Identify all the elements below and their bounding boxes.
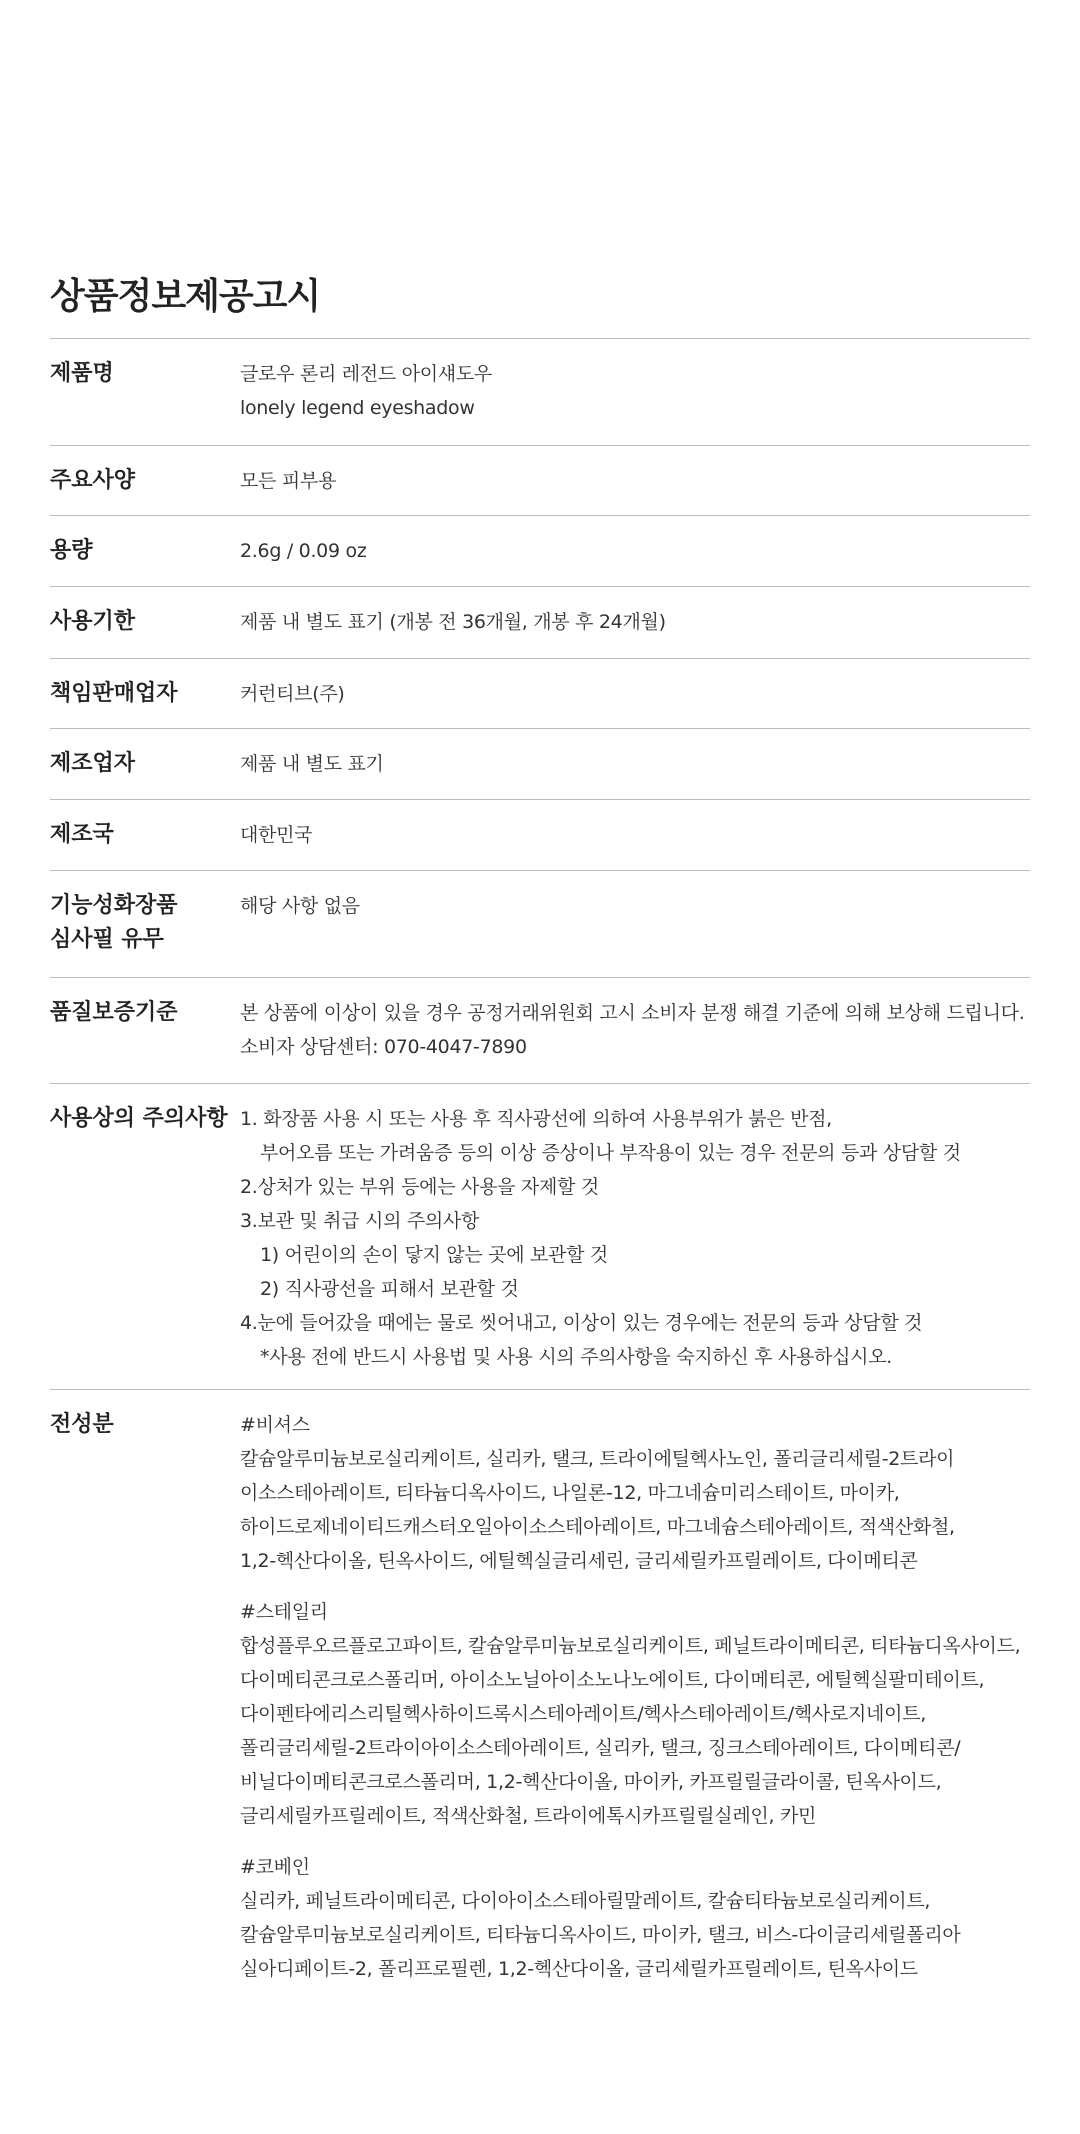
row-value <box>240 996 1030 1064</box>
product-info-table <box>50 338 1030 1989</box>
row-label <box>50 889 235 957</box>
row-label: 전성분 <box>50 1412 114 1437</box>
ingredient-line: 칼슘알루미늄보로실리케이트, 티타늄디옥사이드, 마이카, 탤크, 비스-다이글리세릴폴리아 <box>240 1924 961 1946</box>
ingredient-line: 하이드로제네이티드캐스터오일아이소스테아레이트, 마그네슘스테아레이트, 적색산화철, <box>240 1516 955 1538</box>
row-label: 품질보증기준 <box>50 1000 178 1025</box>
caution-line: 4.눈에 들어갔을 때에는 물로 씻어내고, 이상이 있는 경우에는 전문의 등과 상담할 것 <box>240 1312 923 1334</box>
ingredient-line: 1,2-헥산다이올, 틴옥사이드, 에틸헥실글리세린, 글리세릴카프릴레이트, 다이메티콘 <box>240 1550 918 1572</box>
row-value: 해당 사항 없음 <box>240 895 360 917</box>
label-line: 심사필 유무 <box>50 927 164 952</box>
value-line: 소비자 상담센터: 070-4047-7890 <box>240 1036 527 1058</box>
row-seller <box>50 658 1030 728</box>
row-value: 제품 내 별도 표기 (개봉 전 36개월, 개봉 후 24개월) <box>240 611 666 633</box>
caution-line: *사용 전에 반드시 사용법 및 사용 시의 주의사항을 숙지하신 후 사용하십시오. <box>260 1346 893 1368</box>
row-value: 커런티브(주) <box>240 683 345 705</box>
row-label: 용량 <box>50 538 93 563</box>
ingredient-line: 폴리글리세릴-2트라이아이소스테아레이트, 실리카, 탤크, 징크스테아레이트, 다이메티콘/ <box>240 1737 961 1759</box>
row-label: 사용기한 <box>50 609 136 634</box>
row-ingredients <box>50 1389 1030 1989</box>
row-value <box>240 1408 1030 1986</box>
row-value <box>240 1102 1030 1374</box>
ingredient-line: 글리세릴카프릴레이트, 적색산화철, 트라이에톡시카프릴릴실레인, 카민 <box>240 1805 817 1827</box>
ingredient-heading: #코베인 <box>240 1856 310 1878</box>
ingredient-heading: #스테일리 <box>240 1601 328 1623</box>
row-value: 대한민국 <box>240 824 313 846</box>
row-value: 2.6g / 0.09 oz <box>240 540 367 562</box>
row-quality <box>50 977 1030 1083</box>
row-country <box>50 799 1030 870</box>
ingredient-line: 칼슘알루미늄보로실리케이트, 실리카, 탤크, 트라이에틸헥사노인, 폴리글리세릴-2트라이 <box>240 1448 955 1470</box>
row-label: 사용상의 주의사항 <box>50 1106 228 1131</box>
row-value: 제품 내 별도 표기 <box>240 753 384 775</box>
row-label: 주요사양 <box>50 468 136 493</box>
row-expiry <box>50 586 1030 658</box>
value-line: 글로우 론리 레전드 아이섀도우 <box>240 363 492 385</box>
page-title: 상품정보제공고시 <box>50 276 321 317</box>
ingredient-line: 이소스테아레이트, 티타늄디옥사이드, 나일론-12, 마그네슘미리스테이트, 마이카, <box>240 1482 900 1504</box>
value-line: lonely legend eyeshadow <box>240 397 475 419</box>
ingredient-line: 비닐다이메티콘크로스폴리머, 1,2-헥산다이올, 마이카, 카프릴릴글라이콜, 틴옥사이드, <box>240 1771 942 1793</box>
ingredient-heading: #비셔스 <box>240 1414 310 1436</box>
row-value: 모든 피부용 <box>240 470 337 492</box>
ingredient-line: 다이메티콘크로스폴리머, 아이소노닐아이소노나노에이트, 다이메티콘, 에틸헥실팔미테이트, <box>240 1669 985 1691</box>
row-capacity <box>50 515 1030 586</box>
row-label: 제조국 <box>50 822 114 847</box>
row-value <box>240 357 1030 425</box>
caution-line: 2.상처가 있는 부위 등에는 사용을 자제할 것 <box>240 1176 599 1198</box>
ingredient-block <box>240 1850 1030 1986</box>
ingredient-block <box>240 1595 1030 1833</box>
caution-line: 1. 화장품 사용 시 또는 사용 후 직사광선에 의하여 사용부위가 붉은 반점, <box>240 1108 832 1130</box>
row-main-spec <box>50 445 1030 515</box>
row-label: 제품명 <box>50 361 114 386</box>
caution-line: 1) 어린이의 손이 닿지 않는 곳에 보관할 것 <box>260 1244 608 1266</box>
ingredient-line: 실리카, 페닐트라이메티콘, 다이아이소스테아릴말레이트, 칼슘티타늄보로실리케이트, <box>240 1890 931 1912</box>
caution-line: 부어오름 또는 가려움증 등의 이상 증상이나 부작용이 있는 경우 전문의 등과 상담할 것 <box>260 1142 961 1164</box>
ingredient-line: 합성플루오르플로고파이트, 칼슘알루미늄보로실리케이트, 페닐트라이메티콘, 티타늄디옥사이드, <box>240 1635 1021 1657</box>
row-label: 제조업자 <box>50 751 136 776</box>
label-line: 기능성화장품 <box>50 893 178 918</box>
row-label: 책임판매업자 <box>50 681 178 706</box>
row-manufacturer <box>50 728 1030 799</box>
ingredient-line: 실아디페이트-2, 폴리프로필렌, 1,2-헥산다이올, 글리세릴카프릴레이트, 틴옥사이드 <box>240 1958 918 1980</box>
caution-line: 3.보관 및 취급 시의 주의사항 <box>240 1210 480 1232</box>
ingredient-line: 다이펜타에리스리틸헥사하이드록시스테아레이트/헥사스테아레이트/헥사로지네이트, <box>240 1703 926 1725</box>
row-caution <box>50 1083 1030 1389</box>
caution-line: 2) 직사광선을 피해서 보관할 것 <box>260 1278 519 1300</box>
ingredient-block <box>240 1408 1030 1578</box>
row-functional-cosmetic <box>50 870 1030 977</box>
row-product-name <box>50 338 1030 445</box>
value-line: 본 상품에 이상이 있을 경우 공정거래위원회 고시 소비자 분쟁 해결 기준에 의해 보상해 드립니다. <box>240 1002 1025 1024</box>
